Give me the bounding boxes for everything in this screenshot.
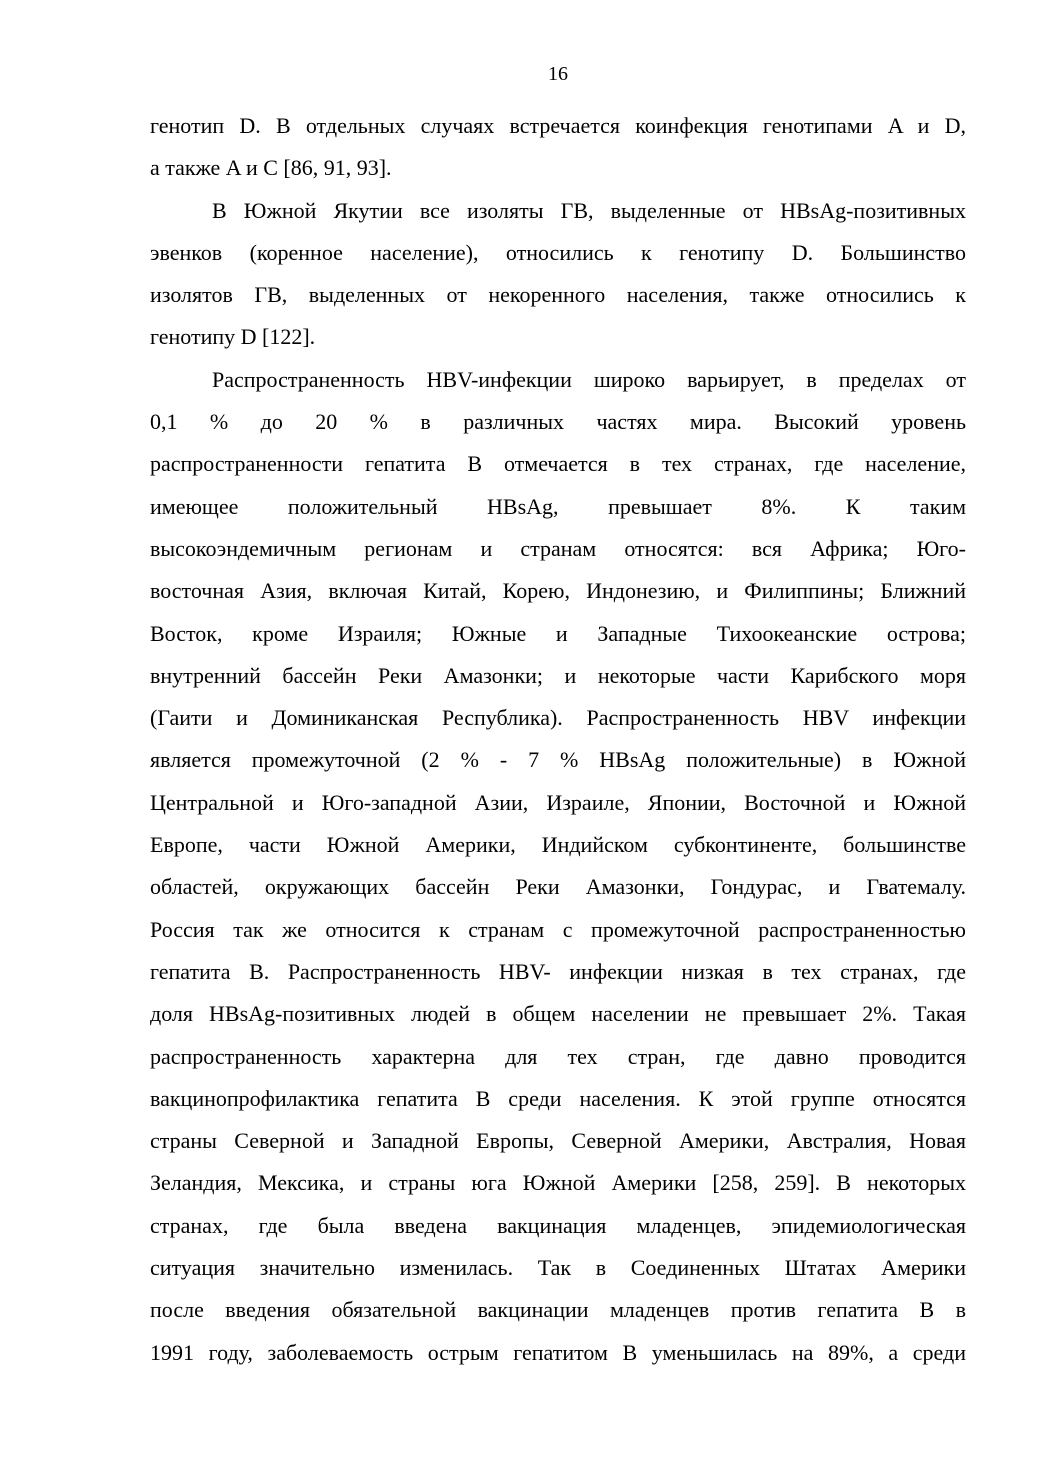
text-line: В Южной Якутии все изоляты ГВ, выделенные от HBsAg-позитивных — [212, 197, 966, 223]
text-line: Россия так же относится к странам с промежуточной распространенностью — [150, 916, 966, 942]
page-number: 16 — [548, 63, 568, 85]
text-line: (Гаити и Доминиканская Республика). Распространенность HBV инфекции — [150, 705, 966, 731]
text-line: генотип D. В отдельных случаях встречается коинфекция генотипами A и D, — [150, 113, 966, 138]
text-line: областей, окружающих бассейн Реки Амазонки, Гондурас, и Гватемалу. — [150, 874, 966, 900]
text-line: Центральной и Юго-западной Азии, Израиле, Японии, Восточной и Южной — [150, 789, 966, 815]
text-line: распространенность характерна для тех стран, где давно проводится — [150, 1043, 966, 1069]
text-line: Восток, кроме Израиля; Южные и Западные Тихоокеанские острова; — [150, 620, 966, 646]
text-line: 0,1 % до 20 % в различных частях мира. Высокий уровень — [150, 409, 966, 435]
body-text — [150, 105, 966, 1374]
text-line: Распространенность HBV-инфекции широко варьирует, в пределах от — [212, 366, 966, 392]
text-line: а также A и C [86, 91, 93]. — [150, 155, 392, 181]
text-line: Зеландия, Мексика, и страны юга Южной Америки [258, 259]. В некоторых — [150, 1170, 966, 1196]
text-line: внутренний бассейн Реки Амазонки; и некоторые части Карибского моря — [150, 662, 966, 688]
text-line: вакцинопрофилактика гепатита В среди населения. К этой группе относятся — [150, 1085, 966, 1111]
text-line: после введения обязательной вакцинации младенцев против гепатита В в — [150, 1297, 966, 1323]
text-line: Европе, части Южной Америки, Индийском субконтиненте, большинстве — [150, 832, 966, 858]
text-line: гепатита В. Распространенность HBV- инфекции низкая в тех странах, где — [150, 958, 966, 984]
text-line: странах, где была введена вакцинация младенцев, эпидемиологическая — [150, 1212, 966, 1238]
text-line: распространенности гепатита В отмечается в тех странах, где население, — [150, 451, 966, 477]
text-line: восточная Азия, включая Китай, Корею, Индонезию, и Филиппины; Ближний — [150, 578, 966, 604]
text-line: является промежуточной (2 % - 7 % HBsAg положительные) в Южной — [150, 747, 966, 773]
text-line: генотипу D [122]. — [150, 324, 316, 350]
text-line: 1991 году, заболеваемость острым гепатитом В уменьшилась на 89%, а среди — [150, 1339, 966, 1365]
text-line: изолятов ГВ, выделенных от некоренного населения, также относились к — [150, 282, 966, 308]
text-line: доля HBsAg-позитивных людей в общем населении не превышает 2%. Такая — [150, 1001, 966, 1027]
text-line: высокоэндемичным регионам и странам относятся: вся Африка; Юго- — [150, 535, 966, 561]
text-line: эвенков (коренное население), относились к генотипу D. Большинство — [150, 239, 966, 265]
text-line: ситуация значительно изменилась. Так в Соединенных Штатах Америки — [150, 1255, 966, 1281]
text-line: имеющее положительный HBsAg, превышает 8%. К таким — [150, 493, 966, 519]
text-line: страны Северной и Западной Европы, Северной Америки, Австралия, Новая — [150, 1128, 966, 1154]
